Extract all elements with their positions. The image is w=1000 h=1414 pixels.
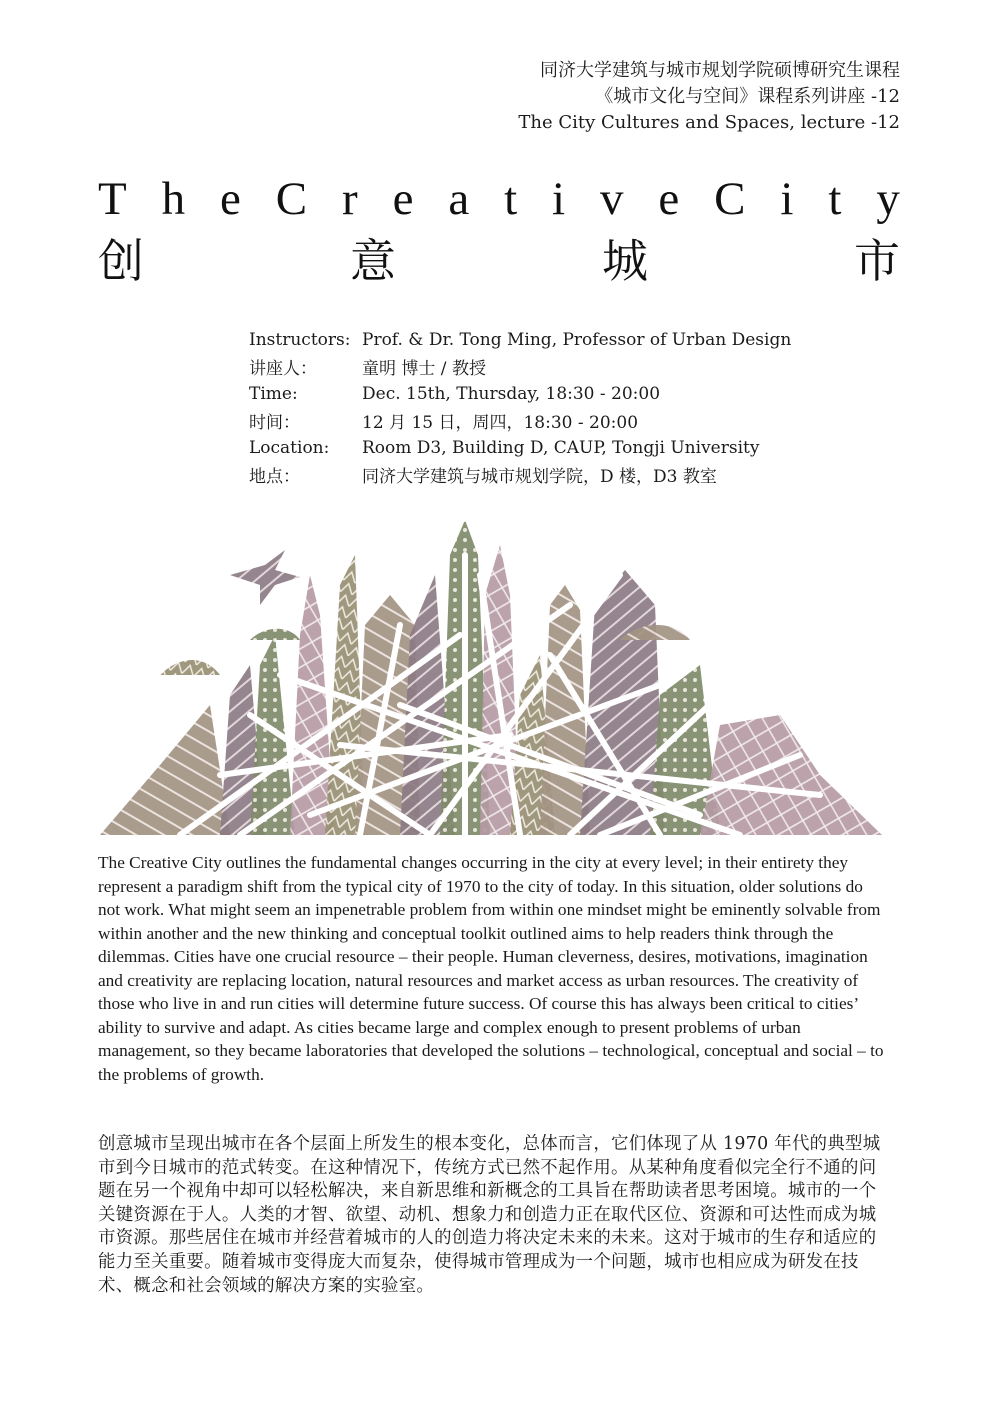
info-value: Room D3, Building D, CAUP, Tongji University bbox=[362, 437, 760, 458]
title-character: 市 bbox=[854, 234, 900, 288]
skyline-shape bbox=[160, 660, 220, 675]
info-row-location-zh bbox=[249, 461, 791, 488]
header-line-course-en: The City Cultures and Spaces, lecture -12 bbox=[518, 112, 900, 133]
description-english: The Creative City outlines the fundamental changes occurring in the city at every level; in their entirety they represent a paradigm shift from the typical city of 1970 to the city of today. In this situation, older solutions do not work. What might seem an impenetrable problem from within one mindset might be eminently solvable from within another and the new thinking and conceptual toolkit outlined aims to help readers think through the dilemmas. Cities have one crucial resource – their people. Human cleverness, desires, motivations, imagination and creativity are replacing location, natural resources and market access as urban resources. The creativity of those who live in and run cities will determine future success. Of course this has always been critical to cities’ ability to survive and adapt. As cities became large and complex enough to present problems of urban management, so they became laboratories that developed the solutions – technological, conceptual and social – to the problems of growth. bbox=[98, 853, 884, 1084]
info-row-time-zh bbox=[249, 407, 791, 434]
city-skyline-illustration-icon bbox=[100, 515, 882, 840]
skyline-shape bbox=[230, 550, 300, 605]
title-character: 意 bbox=[350, 234, 396, 288]
title-letter: T bbox=[98, 173, 127, 225]
skyline-shape bbox=[700, 715, 882, 835]
description-chinese: 创意城市呈现出城市在各个层面上所发生的根本变化，总体而言，它们体现了从 1970 年代的典型城市到今日城市的范式转变。在这种情况下，传统方式已然不起作用。从某种角度看似完全行不通的问题在另一个视角中却可以轻松解决，来自新思维和新概念的工具旨在帮助读者思考困境。城市的一个关键资源在于人。人类的才智、欲望、动机、想象力和创造力正在取代区位、资源和可达性而成为城市资源。那些居住在城市并经营着城市的人的创造力将决定未来的未来。这对于城市的生存和适应的能力至关重要。随着城市变得庞大而复杂，使得城市管理成为一个问题，城市也相应成为研发在技术、概念和社会领域的解决方案的实验室。 bbox=[98, 1134, 881, 1296]
title-letter: t bbox=[828, 173, 842, 225]
info-label: Time: bbox=[249, 383, 298, 404]
title-letter: e bbox=[658, 173, 680, 225]
header-line-school: 同济大学建筑与城市规划学院硕博研究生课程 bbox=[540, 60, 900, 81]
info-label: Location: bbox=[249, 437, 330, 458]
title-letter: e bbox=[392, 173, 414, 225]
title-letter: t bbox=[504, 173, 518, 225]
info-row-instructors-zh bbox=[249, 353, 791, 380]
title-letter: y bbox=[876, 173, 900, 225]
title-letter: v bbox=[600, 173, 624, 225]
title-character: 城 bbox=[602, 234, 648, 288]
info-value: 同济大学建筑与城市规划学院，D 楼，D3 教室 bbox=[362, 467, 717, 487]
title-letter: h bbox=[161, 173, 186, 225]
title-letter: i bbox=[552, 173, 566, 225]
title-letter: i bbox=[780, 173, 794, 225]
lecture-info bbox=[249, 326, 791, 488]
title-letter: a bbox=[448, 173, 470, 225]
title-letter: C bbox=[275, 173, 308, 225]
header-line-course: 《城市文化与空间》课程系列讲座 -12 bbox=[595, 86, 900, 107]
title-letter: C bbox=[714, 173, 746, 225]
info-value: Prof. & Dr. Tong Ming, Professor of Urban Design bbox=[362, 329, 792, 350]
info-row-location bbox=[249, 434, 791, 461]
info-row-time bbox=[249, 380, 791, 407]
info-row-instructors bbox=[249, 326, 791, 353]
info-value: 12 月 15 日，周四，18:30 - 20:00 bbox=[362, 413, 639, 433]
title-english bbox=[98, 172, 900, 226]
course-header bbox=[518, 58, 900, 136]
info-label: 地点： bbox=[249, 467, 300, 487]
title-letter: r bbox=[342, 173, 358, 225]
info-value: 童明 博士 / 教授 bbox=[362, 359, 486, 379]
title-letter: e bbox=[220, 173, 241, 225]
skyline-shape bbox=[250, 629, 300, 640]
info-label: 时间： bbox=[249, 413, 300, 433]
info-value: Dec. 15th, Thursday, 18:30 - 20:00 bbox=[362, 383, 661, 404]
title-character: 创 bbox=[98, 234, 144, 288]
info-label: 讲座人： bbox=[249, 359, 317, 379]
info-label: Instructors: bbox=[249, 329, 351, 350]
title-chinese bbox=[98, 234, 900, 288]
